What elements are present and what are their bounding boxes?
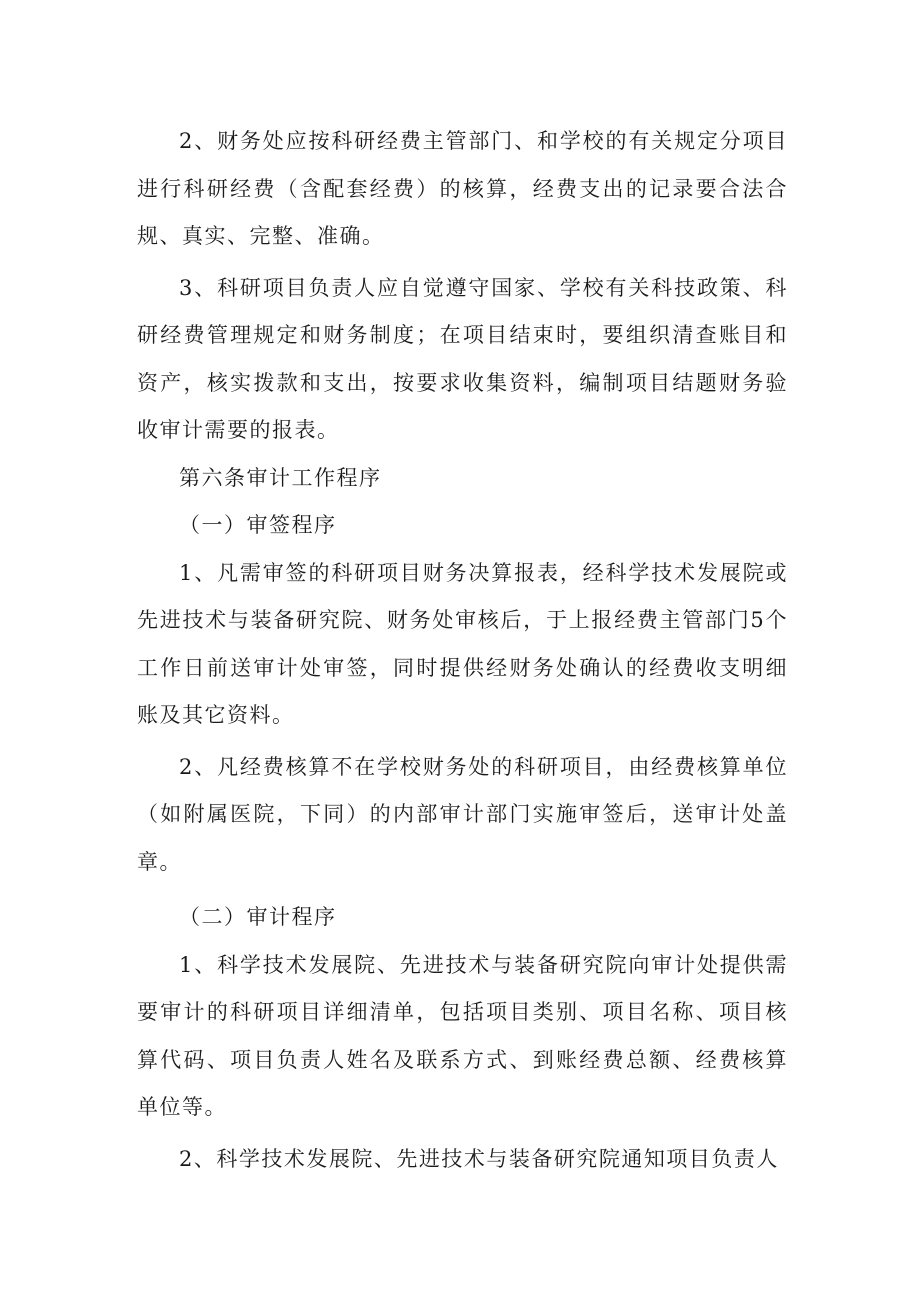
paragraph-audit-project-list: 1、科学技术发展院、先进技术与装备研究院向审计处提供需要审计的科研项目详细清单，包括项目类别、项目名称、项目核算代码、项目负责人姓名及联系方式、到账经费总额、经费核算单位等。 <box>137 952 788 1119</box>
section-heading-article-6: 第六条审计工作程序 <box>179 465 382 490</box>
subsection-heading-review-procedure: （一）审签程序 <box>179 513 337 537</box>
paragraph-finance-office-accounting: 2、财务处应按科研经费主管部门、和学校的有关规定分项目进行科研经费（含配套经费）的核算，经费支出的记录要合法合规、真实、完整、准确。 <box>137 129 788 248</box>
paragraph-project-leader-duties: 3、科研项目负责人应自觉遵守国家、学校有关科技政策、科研经费管理规定和财务制度；在项目结束时，要组织清查账目和资产，核实拨款和支出，按要求收集资料，编制项目结题财务验收审计需要的报表。 <box>137 275 788 442</box>
paragraph-external-accounting-review: 2、凡经费核算不在学校财务处的科研项目，由经费核算单位（如附属医院，下同）的内部审计部门实施审签后，送审计处盖章。 <box>137 754 788 874</box>
subsection-heading-audit-procedure: （二）审计程序 <box>179 905 337 929</box>
paragraph-notify-project-leader: 2、科学技术发展院、先进技术与装备研究院通知项目负责人 <box>179 1146 779 1171</box>
document-body <box>137 118 788 1183</box>
paragraph-review-submission: 1、凡需审签的科研项目财务决算报表，经科学技术发展院或先进技术与装备研究院、财务处审核后，于上报经费主管部门5个工作日前送审计处审签，同时提供经财务处确认的经费收支明细账及其它资料。 <box>137 560 788 727</box>
